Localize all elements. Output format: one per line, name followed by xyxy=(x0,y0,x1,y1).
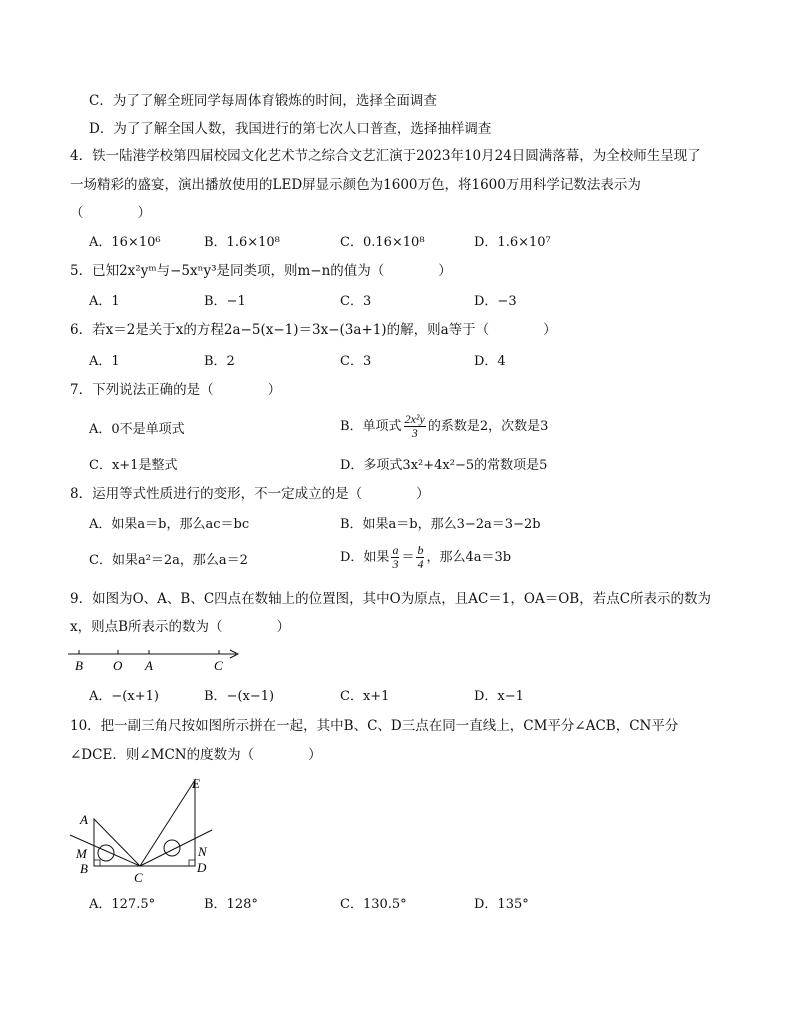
q8-option-d-equals: ＝ xyxy=(401,550,415,565)
q3-option-c: C．为了了解全班同学每周体育锻炼的时间，选择全面调查 xyxy=(89,93,437,109)
q6-option-a: A．1 xyxy=(89,354,120,369)
label-o: O xyxy=(113,658,123,673)
q4-answer-paren: （ ） xyxy=(70,205,151,221)
q6-option-c: C．3 xyxy=(340,354,372,369)
right-inscribed-circle xyxy=(164,840,180,856)
q9-option-a: A．−(x+1) xyxy=(89,689,159,704)
q8-fraction2-denominator: 4 xyxy=(417,557,424,571)
q8-fraction-b-over-4 xyxy=(416,544,424,571)
q8-fraction2-numerator: b xyxy=(417,543,424,557)
q8-option-d xyxy=(340,544,511,571)
q7-option-a: A．0不是单项式 xyxy=(89,422,185,437)
label-c: C xyxy=(214,658,223,673)
q8-option-b: B．如果a＝b，那么3−2a＝3−2b xyxy=(340,517,541,532)
q6-stem: 6．若x＝2是关于x的方程2a−5(x−1)＝3x−(3a+1)的解，则a等于（ ） xyxy=(70,322,557,338)
q9-stem-line1: 9．如图为O、A、B、C四点在数轴上的位置图，其中O为原点，且AC＝1，OA＝OB，若点C所表示的数为 xyxy=(70,591,712,607)
q7-option-b-prefix: B．单项式 xyxy=(340,419,402,434)
q7-option-d: D．多项式3x²+4x²−5的常数项是5 xyxy=(340,458,548,473)
label-n: N xyxy=(198,844,207,859)
q7-stem: 7．下列说法正确的是（ ） xyxy=(70,382,282,398)
q7-option-b-fraction xyxy=(404,413,426,440)
q7-option-c: C．x+1是整式 xyxy=(89,458,178,473)
q8-option-a: A．如果a＝b，那么ac＝bc xyxy=(89,517,250,532)
q4-option-b: B．1.6×10⁸ xyxy=(204,235,280,250)
q7-fraction-numerator: 2x²y xyxy=(404,412,425,426)
label-b: B xyxy=(80,861,88,876)
q7-option-b-suffix: 的系数是2，次数是3 xyxy=(427,419,549,434)
q9-number-line-figure xyxy=(66,644,246,674)
right-triangle xyxy=(140,780,195,866)
q4-option-c: C．0.16×10⁸ xyxy=(340,235,425,250)
q8-option-c: C．如果a²＝2a，那么a＝2 xyxy=(89,553,248,568)
right-angle-mark-left xyxy=(94,860,100,866)
q10-option-c: C．130.5° xyxy=(340,897,407,912)
q5-option-c: C．3 xyxy=(340,294,372,309)
q8-fraction1-denominator: 3 xyxy=(392,557,399,571)
q9-stem-line2: x，则点B所表示的数为（ ） xyxy=(70,619,291,635)
label-a: A xyxy=(145,658,153,673)
q5-stem: 5．已知2x²yᵐ与−5xⁿy³是同类项，则m−n的值为（ ） xyxy=(70,263,452,279)
q8-option-d-suffix: ，那么4a＝3b xyxy=(426,550,512,565)
q10-option-d: D．135° xyxy=(474,897,529,912)
q8-option-d-prefix: D．如果 xyxy=(340,550,390,565)
q8-fraction1-numerator: a xyxy=(392,543,399,557)
q4-option-a: A．16×10⁶ xyxy=(89,235,161,250)
q6-option-d: D．4 xyxy=(474,354,506,369)
q8-fraction-a-over-3 xyxy=(391,544,399,571)
q4-stem-line2: 一场精彩的盛宴，演出播放使用的LED屏显示颜色为1600万色，将1600万用科学记数法表示为 xyxy=(70,177,641,193)
label-e: E xyxy=(192,776,200,791)
q10-option-a: A．127.5° xyxy=(89,897,156,912)
label-m: M xyxy=(76,846,87,861)
q9-option-c: C．x+1 xyxy=(340,689,390,704)
q5-option-a: A．1 xyxy=(89,294,120,309)
q8-stem: 8．运用等式性质进行的变形，不一定成立的是（ ） xyxy=(70,486,430,502)
q6-option-b: B．2 xyxy=(204,354,235,369)
label-b: B xyxy=(75,658,83,673)
q9-option-b: B．−(x−1) xyxy=(204,689,275,704)
right-angle-mark-right xyxy=(189,860,195,866)
q10-stem-line1: 10．把一副三角尺按如图所示拼在一起，其中B、C、D三点在同一直线上，CM平分∠ACB，CN平分 xyxy=(70,718,679,734)
q10-triangle-figure xyxy=(66,772,226,884)
label-d: D xyxy=(197,860,207,875)
q7-option-b xyxy=(340,413,548,440)
q3-option-d: D．为了了解全国人数，我国进行的第七次人口普查，选择抽样调查 xyxy=(89,121,492,137)
q10-stem-line2: ∠DCE．则∠MCN的度数为（ ） xyxy=(70,747,322,763)
label-c: C xyxy=(134,870,143,884)
q5-option-b: B．−1 xyxy=(204,294,246,309)
q10-option-b: B．128° xyxy=(204,897,258,912)
q4-stem-line1: 4．铁一陆港学校第四届校园文化艺术节之综合文艺汇演于2023年10月24日圆满落幕，为全校师生呈现了 xyxy=(70,148,701,164)
q4-option-d: D．1.6×10⁷ xyxy=(474,235,551,250)
q5-option-d: D．−3 xyxy=(474,294,517,309)
q7-fraction-denominator: 3 xyxy=(411,426,418,440)
label-a: A xyxy=(80,812,88,827)
q9-option-d: D．x−1 xyxy=(474,689,524,704)
